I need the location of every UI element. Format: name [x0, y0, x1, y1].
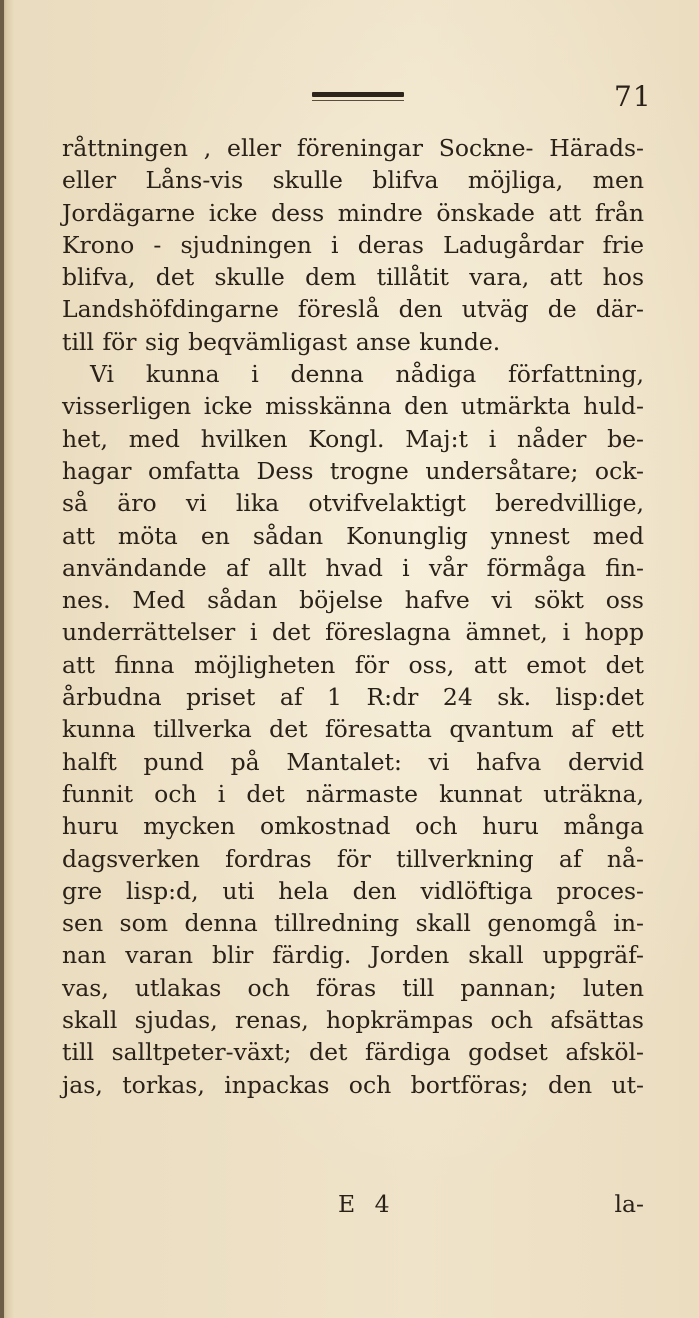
text-line: vas, utlakas och föras till pannan; luten: [62, 973, 644, 1002]
text-line: halft pund på Mantalet: vi hafva dervid: [62, 747, 644, 776]
text-line: att finna möjligheten för oss, att emot det: [62, 650, 644, 679]
text-line: råttningen , eller föreningar Sockne- Härads-: [62, 134, 644, 162]
text-line: jas, torkas, inpackas och bortföras; den ut-: [62, 1070, 644, 1099]
text-line: visserligen icke misskänna den utmärkta huld-: [62, 392, 644, 421]
text-line: årbudna priset af 1 R:dr 24 sk. lisp:det: [62, 683, 644, 712]
text-line: Vi kunna i denna nådiga författning,: [90, 360, 644, 389]
page-number: 71: [614, 80, 652, 113]
text-line: dagsverken fordras för tillverkning af nå-: [62, 844, 644, 873]
text-line: het, med hvilken Kongl. Maj:t i nåder be-: [62, 424, 644, 453]
text-line: huru mycken omkostnad och huru många: [62, 812, 644, 841]
text-line: Jordägarne icke dess mindre önskade att från: [62, 198, 644, 227]
text-line: till salltpeter-växt; det färdiga godset afsköl-: [62, 1038, 644, 1067]
signature-mark: E 4: [338, 1190, 396, 1218]
text-line: funnit och i det närmaste kunnat uträkna,: [62, 779, 644, 808]
text-line: så äro vi lika otvifvelaktigt beredvillige,: [62, 489, 644, 518]
text-line: skall sjudas, renas, hopkrämpas och afsättas: [62, 1006, 644, 1035]
text-line: hagar omfatta Dess trogne undersåtare; ock-: [62, 456, 644, 485]
text-line: till för sig beqvämligast anse kunde.: [62, 327, 501, 356]
text-line: gre lisp:d, uti hela den vidlöftiga proces-: [62, 876, 644, 905]
header-rule: [312, 92, 404, 97]
text-line: eller Låns-vis skulle blifva möjliga, men: [62, 166, 644, 195]
text-line: sen som denna tillredning skall genomgå in-: [62, 909, 644, 938]
text-line: underrättelser i det föreslagna ämnet, i hopp: [62, 618, 644, 647]
text-line: blifva, det skulle dem tillåtit vara, att hos: [62, 263, 644, 292]
text-line: användande af allt hvad i vår förmåga fin-: [62, 553, 644, 582]
text-line: kunna tillverka det föresatta qvantum af ett: [62, 715, 644, 744]
text-line: Krono - sjudningen i deras Ladugårdar frie: [62, 230, 644, 259]
text-line: nan varan blir färdig. Jorden skall uppgräf-: [62, 941, 644, 970]
body-text: [62, 132, 644, 1101]
text-line: att möta en sådan Konunglig ynnest med: [62, 521, 644, 550]
text-line: nes. Med sådan böjelse hafve vi sökt oss: [62, 586, 644, 615]
page-footer: [62, 1186, 644, 1222]
catchword: la-: [614, 1190, 644, 1218]
text-line: Landshöfdingarne föreslå den utväg de där-: [62, 295, 644, 324]
